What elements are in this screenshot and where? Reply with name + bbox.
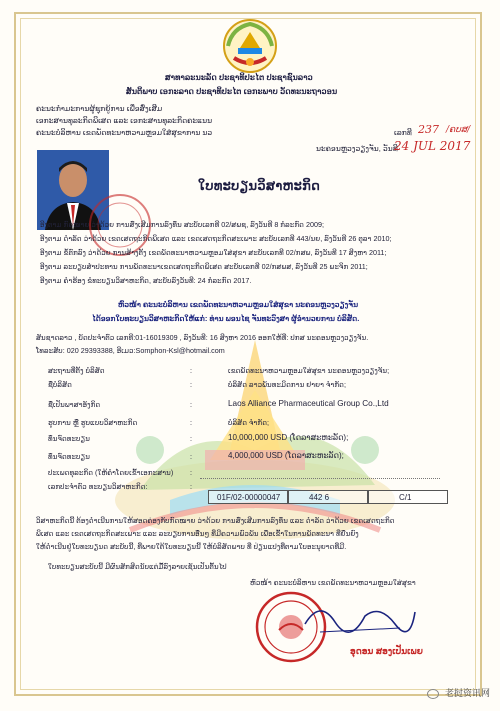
signatory-name: ອຸດອນ ສອງເປັນເພຍ: [350, 646, 423, 656]
legal-basis-item: ອີງຕາມ ກົດໝາຍ ວ່າດ້ວຍ ການສົ່ງເສີມການລົງທຶນ ສະບັບເລກທີ 02/ສພຊ, ລົງວັນທີ 8 ກໍລະກົດ 2009;: [40, 220, 324, 229]
reg-box-2: [288, 490, 368, 504]
id-line: ສັນຊາດລາວ , ບັດປະຈຳຕົວ ເລກທີ:01-16019309 , ລົງວັນທີ: 16 ສິງຫາ 2016 ອອກໃຫ້ທີ່: ປກສ ນະຄອນຫຼວງວຽງຈັນ.: [36, 333, 369, 342]
legal-basis-item: ອີງຕາມ ດຳລັດ ວ່າດ້ວຍ ເຂດເສດຖະກິດພິເສດ ແລະ ເຂດເສດຖະກິດສະເພາະ ສະບັບເລກທີ 443/ນຍ, ລົງວັນທີ 26 ຕຸລາ 2010;: [40, 234, 392, 243]
authority-line-1: ຫົວໜ້າ ຄະນະບໍລິຫານ ເຂດພັດທະນາຫວາມຫຼອມໃສ່ສຸຂາ ນະຄອນຫຼວງວຽງຈັນ: [118, 300, 359, 309]
field-label: ທຶນຈົດທະບຽນ: [48, 452, 91, 461]
field-label: ປະເພດທຸລະກິດ (ໃຫ້ຄຳໂດຍເຂົ້າເອກະສານ): [48, 468, 174, 477]
signatory-title: ຫົວໜ້າ ຄະນະບໍລິຫານ ເຂດພັດທະນາຫວາມຫຼອມໃສ່ສຸຂາ: [250, 578, 416, 587]
reg-box-1: [208, 490, 288, 504]
reg-box-text: 01F/02-00000047: [217, 493, 281, 502]
field-value: Laos Alliance Pharmaceutical Group Co.,Ltd: [228, 399, 389, 408]
field-value: ເຂດພັດທະນາຫວາມຫຼອມໃສ່ສຸຂາ ນະຄອນຫຼວງວຽງຈັນ;: [228, 366, 390, 375]
closing-line-4: ໃບທະບຽນສະບັບນີ້ ມີຜົນສັກສິດນັບແຕ່ມື້ລົງລາຍເຊັນເປັນຕົ້ນໄປ: [48, 562, 227, 571]
dotted-line: [200, 478, 440, 479]
country-heading: ສາທາລະນະລັດ ປະຊາທິປະໄຕ ປະຊາຊົນລາວ: [165, 73, 313, 82]
authority-line-2: ໄດ້ອອກໃບທະບຽນວິສາຫະກິດໃຫ້ແກ່: ທ່ານ ພອນໄຊ ຈັນທະວົງສາ ຜູ້ອຳນວຍການ ບໍລິສັດ.: [92, 314, 360, 323]
field-label: ທຶນຈົດທະບຽນ: [48, 434, 91, 443]
legal-basis-item: ອີງຕາມ ຄຳຮ້ອງ ຂໍທະບຽນວິສາຫະກິດ, ສະບັບລົງວັນທີ: 24 ກໍລະກົດ 2017.: [40, 276, 252, 285]
source-watermark: [427, 686, 490, 699]
wechat-icon: [427, 689, 439, 699]
ref-number-label: ເລກທີ: [394, 128, 412, 137]
contact-line: ໂທລະສັບ: 020 29393388, ອີເມວ:Somphon-Ksl@hotmail.com: [36, 346, 225, 355]
field-label: ສະຖານທີ່ຕັ້ງ ບໍລິສັດ: [48, 366, 105, 375]
document-title: ໃບທະບຽນວິສາຫະກິດ: [198, 178, 321, 193]
field-value: ບໍລິສັດ ຈຳກັດ;: [228, 418, 270, 427]
field-colon: :: [190, 380, 192, 389]
field-label: ຮູບການ ຫຼື ຮູບແບບວິສາຫະກິດ: [48, 418, 138, 427]
field-colon: :: [190, 400, 192, 409]
ref-number-suffix: /ຄບສ/: [446, 125, 471, 135]
ministry-line-3: ຄະນະບໍລິຫານ ເຂດພັດທະນາຫວາມຫຼອມໃສ່ສຸຂາການ ນວ: [36, 128, 213, 137]
field-value: 4,000,000 USD (ໂດລາສະຫະລັດ);: [228, 451, 344, 460]
national-emblem-icon: [222, 18, 278, 74]
ministry-line-1: ຄະນະກຳມະການຜູ້ຊຸກຍູ້ການ ເພື່ອສົ່ງເສີມ: [36, 104, 163, 113]
closing-line-3: ໃຫ້ດຳເນີນຢູ່ໃບທະບຽນດ ສະບັບນີ້, ທີ່ພາຍໃຕ້ໃບທະບຽນນີ້ ໃຫ້ບໍລິສັດພາບ ທີ່ ປ່ຽນແປງທີ່ຕາມໃບອະນຸຍາດທີ່ມີ.: [36, 542, 347, 551]
issue-date-value: 24 JUL 2017: [394, 139, 471, 153]
legal-basis-item: ອີງຕາມ ຂໍ້ຕົກລົງ ວ່າດ້ວຍ ການສ້າງຕັ້ງ ເຂດພັດທະນາຫວາມຫຼອມໃສ່ສຸຂາ ສະບັບເລກທີ 02/ກສພ, ລົງວັນທີ 17 ສິງຫາ 2011;: [40, 248, 387, 257]
legal-basis-item: ອີງຕາມ ລະບຽບສຳປະທານ ການພັດທະນາເຂດເສດຖະກິດພິເສດ ສະບັບເລກທີ 02/ກສພສ, ລົງວັນທີ 25 ພະຈິກ 2011;: [40, 262, 368, 271]
reg-box-text: 442 6: [309, 493, 330, 502]
ref-number-value: 237: [418, 123, 439, 136]
country-motto: ສັນຕິພາບ ເອກະລາດ ປະຊາທິປະໄຕ ເອກະພາບ ວັດທະນະຖາວອນ: [126, 87, 338, 96]
field-colon: :: [190, 468, 192, 477]
issue-place-label: ນະຄອນຫຼວງວຽງຈັນ, ວັນທີ: [316, 144, 398, 153]
field-label: ເລກປະຈຳຕົວ ທະບຽນວິສາຫະກິດ:: [48, 482, 148, 491]
closing-line-1: ວິສາຫະກິດນີ້ ຕ້ອງດຳເນີນການໃຫ້ສອດຄ່ອງກັບກົດໝາຍ ວ່າດ້ວຍ ການສົ່ງເສີມການລົງທຶນ ແລະ ດຳລັດ ວ່າດ້ວຍ ເຂດເສດຖະກິດ: [36, 516, 395, 525]
field-colon: :: [190, 452, 192, 461]
ministry-line-2: ເອກະສານທຸລະກິດພິເສດ ແລະ ເອກະສານທຸລະກິດຄະແນນ: [36, 116, 213, 125]
field-colon: :: [190, 434, 192, 443]
closing-line-2: ພິເສດ ແລະ ເຂດເສດຖະກິດສະເພາະ ແລະ ລະບຽບການອື່ນໆ ທີ່ມີຄວາມພົວພັນ ເພື່ອເຂົ້າໃນການພັດທະນາ ທີ່ຍືນຍົງ: [36, 529, 359, 538]
field-value: ບໍລິສັດ ລາວພັນທະມິດການ ຢາຍາ ຈຳກັດ;: [228, 380, 346, 389]
field-colon: :: [190, 418, 192, 427]
field-colon: :: [190, 366, 192, 375]
signature-mark-icon: [300, 594, 420, 640]
field-value: 10,000,000 USD (ໂດລາສະຫະລັດ);: [228, 433, 349, 442]
reg-box-text: C/1: [399, 493, 412, 502]
field-label: ຊື່ເປັນພາສາອັງກິດ: [48, 400, 101, 409]
field-label: ຊື່ບໍລິສັດ: [48, 380, 72, 389]
reg-box-3: [368, 490, 448, 504]
field-colon: :: [190, 482, 192, 491]
source-watermark-text: 老挝资讯网: [444, 688, 490, 698]
